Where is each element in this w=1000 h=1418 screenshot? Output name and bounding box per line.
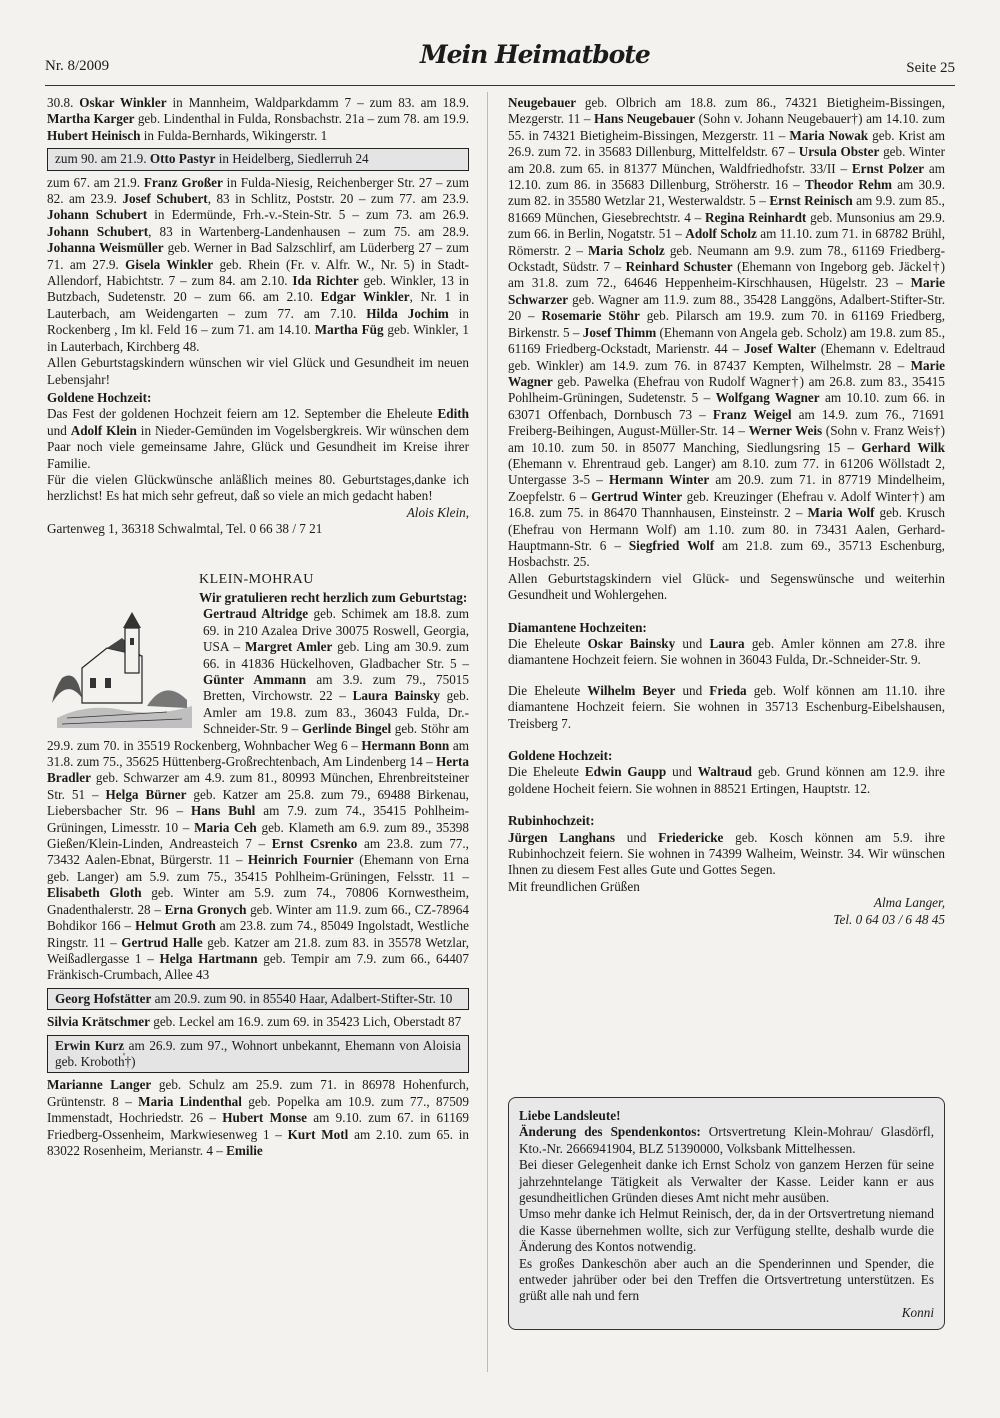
greeting-heading: Wir gratulieren recht herzlich zum Geburtstag: <box>199 589 468 605</box>
page-number: Seite 25 <box>906 60 955 76</box>
birthday-wishes: Allen Geburtstagskindern wünschen wir viel Glück und Gesundheit im neuen Lebensjahr! <box>47 355 469 387</box>
newspaper-logo: Mein Heimatbote <box>420 40 650 69</box>
notice-account-change: Änderung des Spendenkontos: Ortsvertretung Klein-Mohrau/ Glasdörfl, Kto.-Nr. 2666941904, BLZ 51390000, Volksbank Mittelhessen. <box>519 1124 934 1156</box>
signature-alois-klein: Alois Klein, <box>406 504 469 520</box>
klein-mohrau-birthday-list: Gertraud Altridge geb. Schimek am 18.8. zum 69. in 210 Azalea Drive 30075 Roswell, Georgia, USA – Margret Amler geb. Ling am 30.9. zum 66. in 41836 Hückelhoven, Gladbacher Str. 5 – Günter Ammann am 3.9. zum 79., 75015 Bretten, Virchowstr. 22 – Laura Bainsky geb. Amler am 19.8. zum 83., 36043 Fulda, Dr.-Schneider-Str. 9 – Gerlinde Bingel geb. Stöhr am 29.9. zum 70. in 35519 Rockenberg, Wohnbacher Weg 6 – Hermann Bonn am 31.8. zum 75., 35625 Hüttenberg-Großrechtenbach, Am Lindenberg 14 – Herta Bradler geb. Schwarzer am 4.9. zum 81., 80993 München, Ehrenbreitsteiner Str. 51 – Helga Bürner geb. Katzer am 25.8. zum 79., 69488 Birkenau, Liebersbacher Str. 96 – Hans Buhl am 7.9. zum 74., 35415 Pohlheim-Grüningen, Limesstr. 10 – Maria Ceh geb. Klameth am 6.9. zum 89., 35398 Gießen/Klein-Linden, Andreasteich 7 – Ernst Csrenko am 23.8. zum 77., 73432 Aalen-Ebnat, Bürgerstr. 11 – Heinrich Fournier (Ehemann von Erna geb. Langer) am 5.9. zum 75., 35415 Pohlheim-Grüningen, Felsstr. 11 – Elisabeth Gloth geb. Winter am 5.9. zum 74., 70806 Kornwestheim, Gnadenthalerstr. 28 – Erna Gronych geb. Winter am 11.9. zum 66., CZ-78964 Bohdikor 166 – Helmut Groth am 23.8. zum 74., 85049 Ingolstadt, Westliche Ringstr. 11 – Gertrud Halle geb. Katzer am 21.8. zum 83. in 35578 Wetzlar, Weißadlergasse 1 – Helga Hartmann geb. Tempir am 7.9. zum 66., 64407 Fränkisch-Crumbach, Allee 43 <box>47 606 470 983</box>
right-column <box>508 95 945 928</box>
left-column <box>47 95 469 1159</box>
birthday-list-continued: 30.8. Oskar Winkler in Mannheim, Waldparkdamm 7 – zum 83. am 18.9. Martha Karger geb. Lindenthal in Fulda, Ronsbachstr. 21a – zum 78. am 19.9. Hubert Heinisch in Fulda-Bernhards, Wikingerstr. 1 <box>47 95 470 143</box>
signature-alma-langer: Alma Langer, <box>873 895 945 911</box>
diamond-wedding-heading: Diamantene Hochzeiten: <box>508 619 647 635</box>
birthday-list-n-w: Neugebauer geb. Olbrich am 18.8. zum 86., 74321 Bietigheim-Bissingen, Mezgerstr. 11 – Hans Neugebauer (Sohn v. Johann Neugebauer†) am 14.10. zum 55. in 74321 Bietigheim-Bissingen, Mezgerstr. 11 – Maria Nowak geb. Krist am 26.9. zum 72. in 35683 Dillenburg, Mittelfeldstr. 67 – Ursula Obster geb. Winter am 20.8. zum 65. in 81377 München, Waldfriedhofstr. 33/II – Ernst Polzer am 12.10. zum 86. in 35683 Dillenburg, Ströherstr. 16 – Theodor Rehm am 30.9. zum 82. in 35580 Wetzlar 21, Westerwaldstr. 5 – Ernst Reinisch am 9.9. zum 85., 81669 München, Giesebrechtstr. 4 – Regina Reinhardt geb. Munsonius am 29.9. zum 66. in Berlin, Nogatstr. 51 – Adolf Scholz am 11.10. zum 71. in 68782 Brühl, Römerstr. 2 – Maria Scholz geb. Neumann am 9.9. zum 78., 61169 Friedberg-Ockstadt, Südstr. 7 – Reinhard Schuster (Ehemann von Ingeborg geb. Jäckel†) am 31.8. zum 72., 64646 Heppenheim-Kirschhausen, Hügelstr. 23 – Marie Schwarzer geb. Wagner am 11.9. zum 88., 35428 Langgöns, Adalbert-Stifter-Str. 20 – Rosemarie Stöhr geb. Pilarsch am 19.9. zum 70. in 61169 Friedberg, Birkenstr. 5 – Josef Thimm (Ehemann von Angela geb. Scholz) am 19.8. zum 85., 61169 Friedberg-Ockstadt, Marienstr. 44 – Josef Walter (Ehemann v. Edeltraud geb. Winkler) am 14.9. zum 76. in 87437 Kempten, Wilhelmstr. 28 – Marie Wagner geb. Pawelka (Ehefrau von Rudolf Wagner†) am 26.8. zum 83., 35415 Pohlheim-Grüningen, Sudetenstr. 5 – Wolfgang Wagner am 10.10. zum 66. in 63071 Offenbach, Dornbusch 73 – Franz Weigel am 14.9. zum 76., 71691 Freiberg-Beihingen, August-Müller-Str. 14 – Werner Weis (Sohn v. Franz Weis†) am 10.10. zum 50. in 85077 Manching, Siedlungsring 15 – Gerhard Wilk (Ehemann v. Ehrentraud geb. Langer) am 8.10. zum 77. in 61206 Wöllstadt 2, Untergasse 3-5 – Hermann Winter am 20.9. zum 71. in 87719 Mindelheim, Zoepfelstr. 6 – Gertrud Winter geb. Kreuzinger (Ehefrau v. Adolf Winter†) am 16.8. zum 75. in 86470 Thannhausen, Einsteinstr. 2 – Maria Wolf geb. Krusch (Ehefrau von Hermann Wolf) am 1.10. zum 80. in 73431 Aalen, Gerhard-Hauptmann-Str. 6 – Siegfried Wolf am 21.8. zum 69., 35713 Eschenburg, Hosbachstr. 25. <box>508 95 946 570</box>
closing-greeting: Mit freundlichen Grüßen <box>508 878 640 894</box>
header-rule <box>45 85 955 86</box>
notice-thanks-scholz: Bei dieser Gelegenheit danke ich Ernst Scholz von ganzem Herzen für seine jahrzehntelange Tätigkeit als Verwalter der Kasse. Leider kann er aus gesundheitlichen Gründen dieses Amt nicht mehr ausüben. <box>519 1157 934 1206</box>
golden-wedding-heading-right: Goldene Hochzeit: <box>508 748 613 764</box>
address-alois-klein: Gartenweg 1, 36318 Schwalmtal, Tel. 0 66 38 / 7 21 <box>47 521 323 537</box>
highlight-box-pastyr: zum 90. am 21.9. Otto Pastyr in Heidelberg, Siedlerruh 24 <box>47 148 469 170</box>
ruby-wedding-text: Jürgen Langhans und Friedericke geb. Kosch können am 5.9. ihre Rubinhochzeit feiern. Sie wohnen in 74399 Walheim, Weinstr. 34. Wir wünschen Ihnen zu diesem Fest alles Gute und Gottes Segen. <box>508 829 945 878</box>
diamond-wedding-beyer: Die Eheleute Wilhelm Beyer und Frieda geb. Wolf können am 11.10. ihre diamantene Hochzeit feiern. Sie wohnen in 35713 Eschenburg-Eibelshausen, Treisberg 7. <box>508 682 946 731</box>
column-divider <box>487 92 488 1372</box>
notice-title: Liebe Landsleute! <box>519 1108 621 1123</box>
notice-thanks-reinisch: Umso mehr danke ich Helmut Reinisch, der, da in der Ortsvertretung niemand die Kasse übernehmen wollte, sich zur Verfügung stellte, deshalb wurde die Änderung des Kontos notwendig. <box>519 1206 934 1255</box>
golden-wedding-gaupp: Die Eheleute Edwin Gaupp und Waltraud geb. Grund können am 12.9. ihre goldene Hocheit feiern. Sie wohnen in 88521 Ertingen, Hauptstr. 12. <box>508 764 945 796</box>
page-header <box>0 40 1000 90</box>
birthday-wishes-right: Allen Geburtstagskindern viel Glück- und Segenswünsche und weiterhin Gesundheit und Wohlergehen. <box>508 570 945 603</box>
birthday-list-l-m: Marianne Langer geb. Schulz am 25.9. zum 71. in 86978 Hohenfurch, Grüntenstr. 8 – Maria Lindenthal geb. Popelka am 10.9. zum 77., 87509 Immenstadt, Hochriedstr. 26 – Hubert Monse am 9.10. zum 67. in 61169 Friedberg-Ossenheim, Markwiesenweg 1 – Kurt Motl am 2.10. zum 65. in 83022 Rosenheim, Merianstr. 4 – Emilie <box>47 1077 470 1158</box>
notice-box-spendenkonto <box>508 1097 945 1330</box>
golden-wedding-heading: Goldene Hochzeit: <box>47 389 152 405</box>
issue-number: Nr. 8/2009 <box>45 58 110 74</box>
thanks-text: Für die vielen Glückwünsche anläßlich meines 80. Geburtstages,danke ich herzlichst! Es hat mich sehr gefreut, daß so viele an mich gedacht haben! <box>47 471 469 504</box>
birthday-kraetschmer: Silvia Krätschmer geb. Leckel am 16.9. zum 69. in 35423 Lich, Oberstadt 87 <box>47 1014 462 1030</box>
notice-thanks-donors: Es großes Dankeschön aber auch an die Spenderinnen und Spender, die entweder jahrüber oder bei den Treffen die Ortsvertretung unterstützen. Es grüßt alle nah und fern <box>519 1255 934 1304</box>
birthday-list: zum 67. am 21.9. Franz Großer in Fulda-Niesig, Reichenberger Str. 27 – zum 82. am 23.9. Josef Schubert, 83 in Schlitz, Poststr. 20 – zum 77. am 23.9. Johann Schubert in Edermünde, Frh.-v.-Stein-Str. 5 – zum 73. am 26.9. Johann Schubert, 83 in Wartenberg-Landenhausen – zum 75. am 28.9. Johanna Weismüller geb. Werner in Bad Salzschlirf, am Lüderberg 27 – zum 71. am 27.9. Gisela Winkler geb. Rhein (Fr. v. Alfr. W., Nr. 5) in Stadt-Allendorf, Habichtstr. 7 – zum 84. am 2.10. Ida Richter geb. Winkler, 13 in Butzbach, Sudetenstr. 20 – zum 66. am 2.10. Edgar Winkler, Nr. 1 in Lauterbach, am Weidengarten – zum 77. am 7.10. Hilda Jochim in Rockenberg , Im kl. Feld 16 – zum 71. am 14.10. Martha Füg geb. Winkler, 1 in Lauterbach, Kirchberg 48. <box>47 174 469 354</box>
village-church-illustration <box>47 608 197 728</box>
diamond-wedding-bainsky: Die Eheleute Oskar Bainsky und Laura geb. Amler können am 27.8. ihre diamantene Hochzeit feiern. Sie wohnen in 36043 Fulda, Dr.-Schneider-Str. 9. <box>508 636 946 668</box>
notice-signature: Konni <box>901 1304 934 1320</box>
highlight-box-kurz: Erwin Kurz am 26.9. zum 97., Wohnort unbekannt, Ehemann von Aloisia geb. Krobothࠠ†) <box>47 1035 469 1074</box>
golden-wedding-text: Das Fest der goldenen Hochzeit feiern am 12. September die Eheleute Edith und Adolf Klein in Nieder-Gemünden im Vogelsbergkreis. Wir wünschen dem Paar noch viele gemeinsame Jahre, Glück und Gesundheit im Kreise ihrer Familie. <box>47 406 469 471</box>
ruby-wedding-heading: Rubinhochzeit: <box>508 813 595 829</box>
signature-telephone: Tel. 0 64 03 / 6 48 45 <box>833 911 945 927</box>
highlight-box-hofstaetter: Georg Hofstätter am 20.9. zum 90. in 85540 Haar, Adalbert-Stifter-Str. 10 <box>47 988 469 1010</box>
section-title-klein-mohrau: KLEIN-MOHRAU <box>199 571 314 587</box>
